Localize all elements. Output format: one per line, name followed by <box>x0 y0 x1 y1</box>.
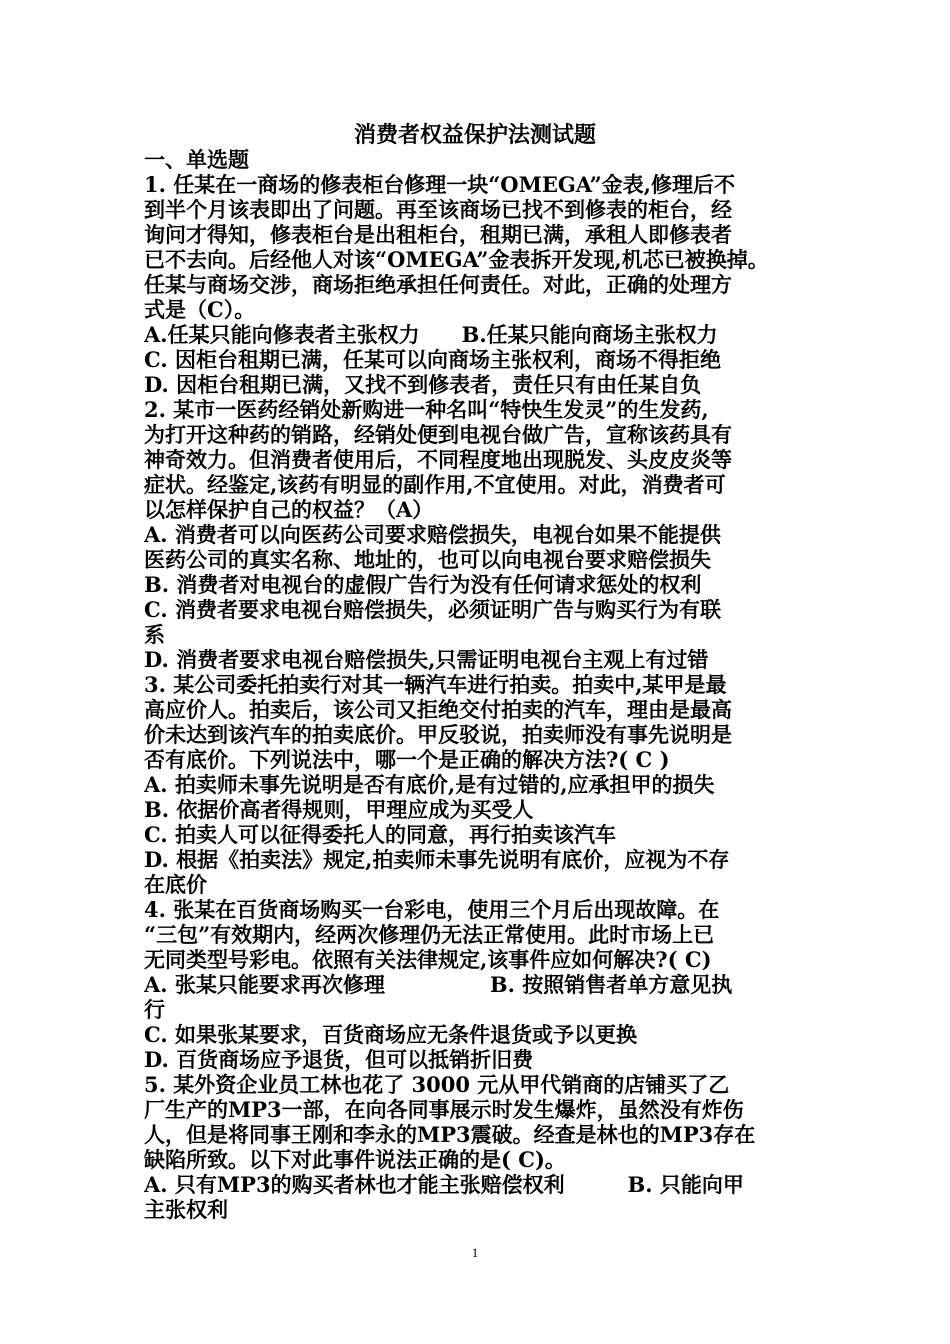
document-body <box>144 147 808 1222</box>
text-line: 在底价 <box>144 872 207 897</box>
page-title: 消费者权益保护法测试题 <box>353 122 596 148</box>
text-line: 行 <box>144 997 165 1022</box>
text-line: “三包”有效期内，经两次修理仍无法正常使用。此时市场上已 <box>144 922 715 947</box>
text-line: 3. 某公司委托拍卖行对其一辆汽车进行拍卖。拍卖中,某甲是最 <box>144 672 727 697</box>
text-line: 症状。经鉴定,该药有明显的副作用,不宜使用。对此，消费者可 <box>144 472 726 497</box>
text-line: C. 如果张某要求，百货商场应无条件退货或予以更换 <box>144 1022 637 1047</box>
text-line: C. 因柜台租期已满，任某可以向商场主张权利，商场不得拒绝 <box>144 347 721 372</box>
text-line: 缺陷所致。以下对此事件说法正确的是( C)。 <box>144 1147 566 1172</box>
text-line: 人，但是将同事王刚和李永的MP3震破。经查是林也的MP3存在 <box>144 1122 756 1147</box>
text-line: D. 根据《拍卖法》规定,拍卖师未事先说明有底价，应视为不存 <box>144 847 730 872</box>
text-line: 价未达到该汽车的拍卖底价。甲反驳说，拍卖师没有事先说明是 <box>144 722 732 747</box>
text-line: 医药公司的真实名称、地址的，也可以向电视台要求赔偿损失 <box>144 547 711 572</box>
text-line: 式是（C）。 <box>144 297 256 322</box>
text-line: A. 张某只能要求再次修理 B. 按照销售者单方意见执 <box>144 972 733 997</box>
text-line: 神奇效力。但消费者使用后，不同程度地出现脱发、头皮皮炎等 <box>144 447 732 472</box>
text-line: B. 消费者对电视台的虚假广告行为没有任何请求惩处的权利 <box>144 572 702 597</box>
text-line: 2. 某市一医药经销处新购进一种名叫“特快生发灵”的生发药, <box>144 397 709 422</box>
text-line: 已不去向。后经他人对该“OMEGA”金表拆开发现,机芯已被换掉。 <box>144 247 769 272</box>
text-line: A. 拍卖师未事先说明是否有底价,是有过错的,应承担甲的损失 <box>144 772 715 797</box>
text-line: 4. 张某在百货商场购买一台彩电，使用三个月后出现故障。在 <box>144 897 720 922</box>
text-line: 5. 某外资企业员工林也花了 3000 元从甲代销商的店铺买了乙 <box>144 1072 730 1097</box>
text-line: C. 拍卖人可以征得委托人的同意，再行拍卖该汽车 <box>144 822 616 847</box>
text-line: A. 消费者可以向医药公司要求赔偿损失，电视台如果不能提供 <box>144 522 721 547</box>
text-line: 否有底价。下列说法中，哪一个是正确的解决方法?( C ) <box>144 747 670 772</box>
text-line: 高应价人。拍卖后，该公司又拒绝交付拍卖的汽车，理由是最高 <box>144 697 732 722</box>
text-line: D. 因柜台租期已满，又找不到修表者，责任只有由任某自负 <box>144 372 702 397</box>
text-line: A.任某只能向修表者主张权力 B.任某只能向商场主张权力 <box>144 322 718 347</box>
text-line: 系 <box>144 622 165 647</box>
text-line: 任某与商场交涉，商场拒绝承担任何责任。对此，正确的处理方 <box>144 272 732 297</box>
text-line: 以怎样保护自己的权益？（A） <box>144 497 434 522</box>
text-line: 为打开这种药的销路，经销处便到电视台做广告，宣称该药具有 <box>144 422 732 447</box>
text-line: 主张权利 <box>144 1197 228 1222</box>
text-line: 到半个月该表即出了问题。再至该商场已找不到修表的柜台，经 <box>144 197 732 222</box>
text-line: 无同类型号彩电。依照有关法律规定,该事件应如何解决?( C) <box>144 947 712 972</box>
text-line: B. 依据价高者得规则，甲理应成为买受人 <box>144 797 534 822</box>
text-line: D. 消费者要求电视台赔偿损失,只需证明电视台主观上有过错 <box>144 647 709 672</box>
text-line: A. 只有MP3的购买者林也才能主张赔偿权利 B. 只能向甲 <box>144 1172 744 1197</box>
text-line: D. 百货商场应予退货，但可以抵销折旧费 <box>144 1047 534 1072</box>
text-line: 询问才得知，修表柜台是出租柜台，租期已满，承租人即修表者 <box>144 222 732 247</box>
text-line: C. 消费者要求电视台赔偿损失，必须证明广告与购买行为有联 <box>144 597 721 622</box>
page-number: 1 <box>471 1245 479 1260</box>
text-line: 厂生产的MP3一部，在向各同事展示时发生爆炸，虽然没有炸伤 <box>144 1097 744 1122</box>
section-heading: 一、单选题 <box>144 147 249 172</box>
text-line: 1. 任某在一商场的修表柜台修理一块“OMEGA”金表,修理后不 <box>144 172 735 197</box>
